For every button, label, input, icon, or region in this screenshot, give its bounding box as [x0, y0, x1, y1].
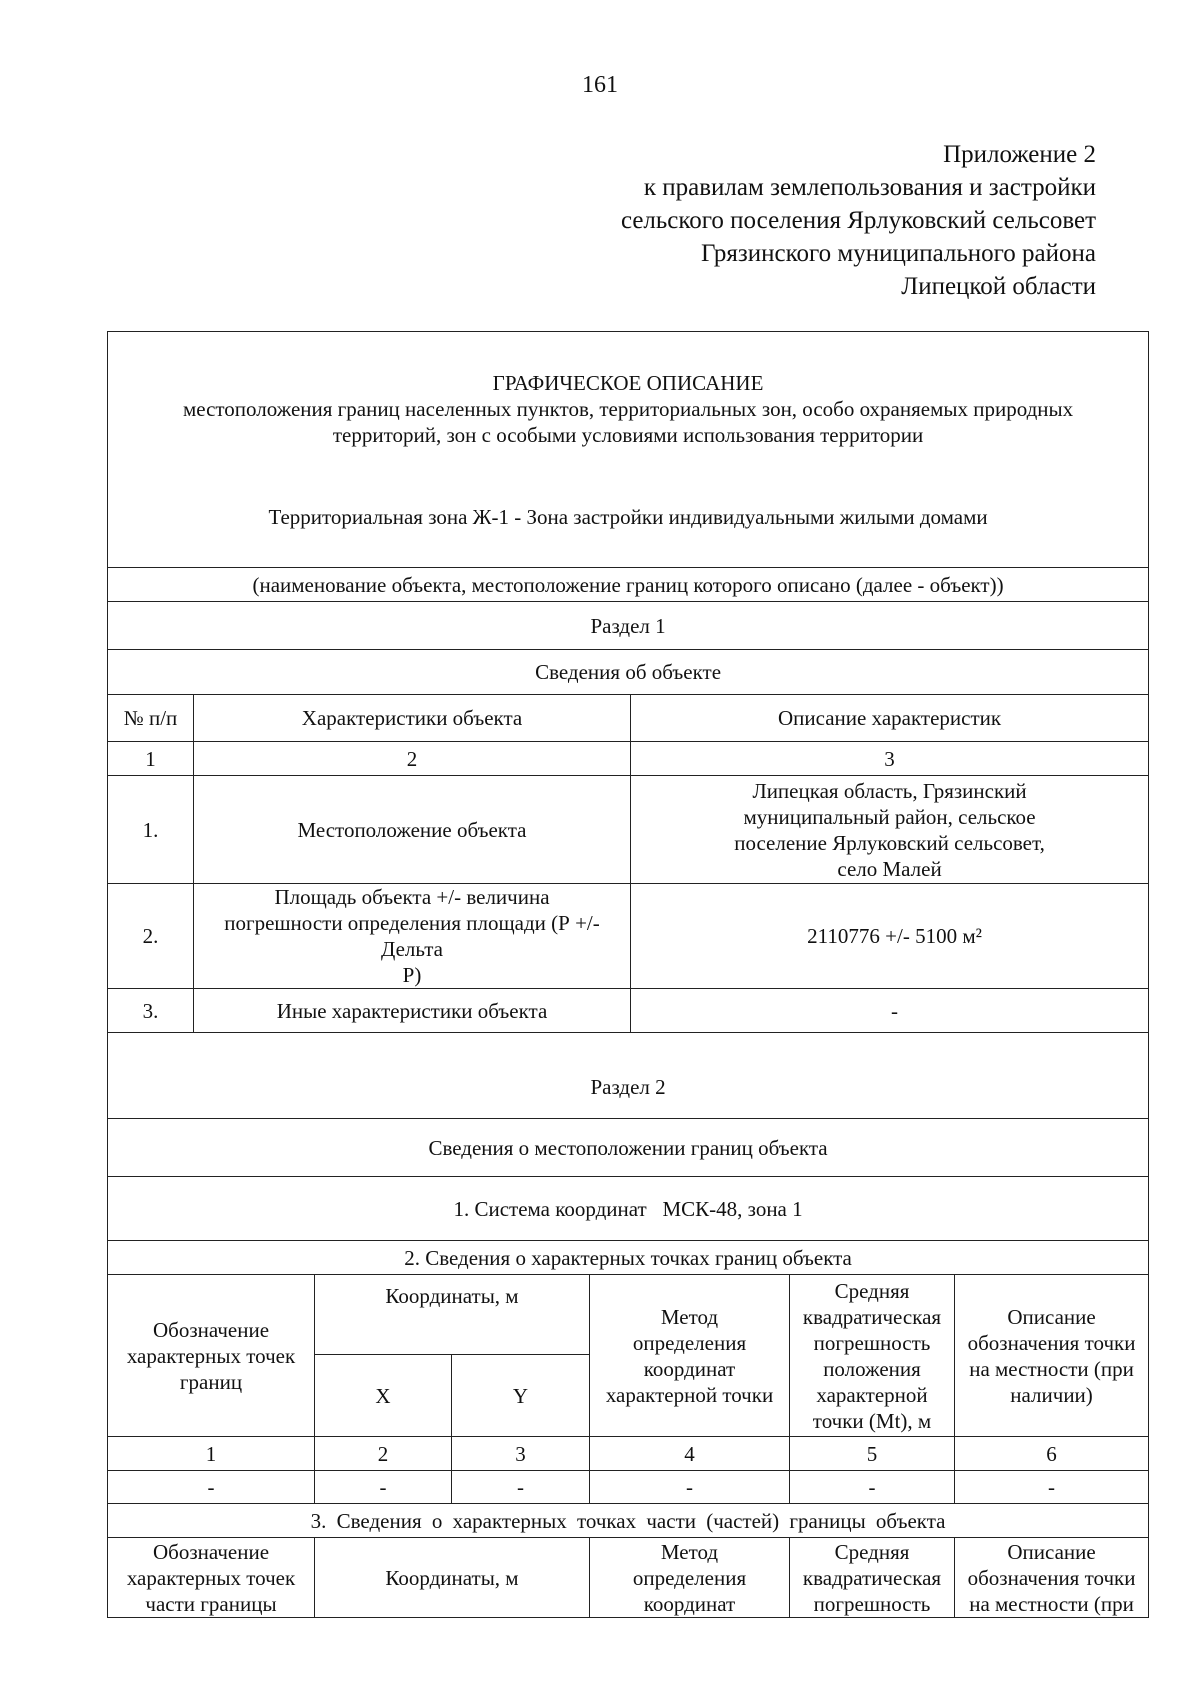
header-line: характерных точек — [126, 1343, 296, 1368]
characteristic-line: Р) — [402, 963, 422, 987]
object-caption: (наименование объекта, местоположение границ которого описано (далее - объект)) — [108, 568, 1149, 602]
header-line: Обозначение — [152, 1539, 270, 1564]
description-line: село Малей — [837, 856, 942, 881]
part-header-point-description — [955, 1538, 1149, 1618]
points-col-number: 6 — [955, 1437, 1149, 1471]
part-points-title: 3. Сведения о характерных точках части (частей) границы объекта — [108, 1504, 1149, 1538]
appendix-line: Липецкой области — [901, 273, 1096, 300]
appendix-line: Приложение 2 — [943, 141, 1096, 168]
description-area: 2110776 +/- 5100 м² — [631, 884, 1149, 989]
appendix-line: Грязинского муниципального района — [701, 240, 1096, 267]
col-header-description: Описание характеристик — [631, 695, 1149, 742]
coordinate-system-value: МСК-48, зона 1 — [662, 1196, 803, 1221]
description-line: Липецкая область, Грязинский — [752, 778, 1027, 803]
header-line: положения — [823, 1356, 921, 1381]
document-subtitle: местоположения границ населенных пунктов, территориальных зон, особо охраняемых природных — [182, 397, 1074, 421]
header-method — [590, 1275, 790, 1437]
points-cell: - — [955, 1471, 1149, 1504]
header-line: Описание — [1007, 1304, 1096, 1329]
header-line: на местности (при — [969, 1591, 1134, 1616]
points-col-number: 2 — [315, 1437, 452, 1471]
zone-name: Территориальная зона Ж-1 - Зона застройки индивидуальными жилыми домами — [268, 505, 988, 529]
header-x: X — [315, 1355, 452, 1437]
row-number: 3. — [108, 989, 194, 1033]
points-col-number: 4 — [590, 1437, 790, 1471]
points-title: 2. Сведения о характерных точках границ объекта — [108, 1241, 1149, 1275]
header-line: Метод — [660, 1539, 719, 1564]
header-line: обозначения точки — [967, 1565, 1136, 1590]
points-col-number: 5 — [790, 1437, 955, 1471]
points-cell: - — [452, 1471, 590, 1504]
header-y: Y — [452, 1355, 590, 1437]
section2-title: Сведения о местоположении границ объекта — [108, 1119, 1149, 1177]
header-line: квадратическая — [802, 1304, 942, 1329]
description-line: муниципальный район, сельское — [743, 804, 1036, 829]
header-line: обозначения точки — [967, 1330, 1136, 1355]
characteristic-other: Иные характеристики объекта — [194, 989, 631, 1033]
points-cell: - — [315, 1471, 452, 1504]
header-line: характерной — [816, 1382, 928, 1407]
section2-label: Раздел 2 — [108, 1033, 1149, 1119]
header-line: на местности (при — [969, 1356, 1134, 1381]
page-number: 161 — [582, 72, 618, 98]
section1-title: Сведения об объекте — [108, 650, 1149, 695]
header-line: Обозначение — [152, 1317, 270, 1342]
col-number: 1 — [108, 742, 194, 776]
header-line: Средняя — [834, 1539, 910, 1564]
header-line: координат — [643, 1591, 736, 1616]
header-line: погрешность — [813, 1330, 931, 1355]
col-number: 2 — [194, 742, 631, 776]
header-line: границ — [179, 1369, 243, 1394]
header-line: координат — [643, 1356, 736, 1381]
characteristic-line: погрешности определения площади (Р +/- Дельта — [224, 911, 600, 961]
col-number: 3 — [631, 742, 1149, 776]
header-line: наличии) — [1010, 1382, 1093, 1407]
coordinate-system-label: 1. Система координат — [453, 1196, 647, 1221]
header-line: Метод — [660, 1304, 719, 1329]
coordinate-system — [108, 1177, 1149, 1241]
points-cell: - — [590, 1471, 790, 1504]
part-header-error — [790, 1538, 955, 1618]
description-line: поселение Ярлуковский сельсовет, — [734, 830, 1045, 855]
header-line: погрешность — [813, 1591, 931, 1616]
points-cell: - — [108, 1471, 315, 1504]
part-header-method — [590, 1538, 790, 1618]
description-other: - — [631, 989, 1149, 1033]
points-cell: - — [790, 1471, 955, 1504]
document-subtitle: территорий, зон с особыми условиями использования территории — [332, 423, 924, 447]
characteristic-area — [194, 884, 631, 989]
header-point-description — [955, 1275, 1149, 1437]
col-header-num: № п/п — [108, 695, 194, 742]
graphic-description-table — [107, 331, 1149, 1618]
section1-label: Раздел 1 — [108, 602, 1149, 650]
header-line: характерных точек — [126, 1565, 296, 1590]
header-designation — [108, 1275, 315, 1437]
header-line: точки (Mt), м — [812, 1408, 932, 1433]
header-line: части границы — [145, 1591, 277, 1616]
header-line: определения — [632, 1330, 747, 1355]
part-header-designation — [108, 1538, 315, 1618]
header-line: Средняя — [834, 1278, 910, 1303]
header-coordinates: Координаты, м — [315, 1275, 590, 1355]
characteristic-location: Местоположение объекта — [194, 776, 631, 884]
appendix-block — [621, 138, 1096, 303]
row-number: 2. — [108, 884, 194, 989]
document-header — [108, 332, 1149, 568]
header-line: определения — [632, 1565, 747, 1590]
row-number: 1. — [108, 776, 194, 884]
header-line: Описание — [1007, 1539, 1096, 1564]
appendix-line: к правилам землепользования и застройки — [643, 174, 1096, 201]
description-location — [631, 776, 1149, 884]
document-title: ГРАФИЧЕСКОЕ ОПИСАНИЕ — [492, 371, 764, 395]
header-error — [790, 1275, 955, 1437]
header-line: квадратическая — [802, 1565, 942, 1590]
characteristic-line: Площадь объекта +/- величина — [274, 885, 550, 909]
points-col-number: 3 — [452, 1437, 590, 1471]
col-header-characteristic: Характеристики объекта — [194, 695, 631, 742]
points-col-number: 1 — [108, 1437, 315, 1471]
part-header-coordinates: Координаты, м — [315, 1538, 590, 1618]
appendix-line: сельского поселения Ярлуковский сельсовет — [620, 207, 1096, 234]
header-line: характерной точки — [605, 1382, 774, 1407]
